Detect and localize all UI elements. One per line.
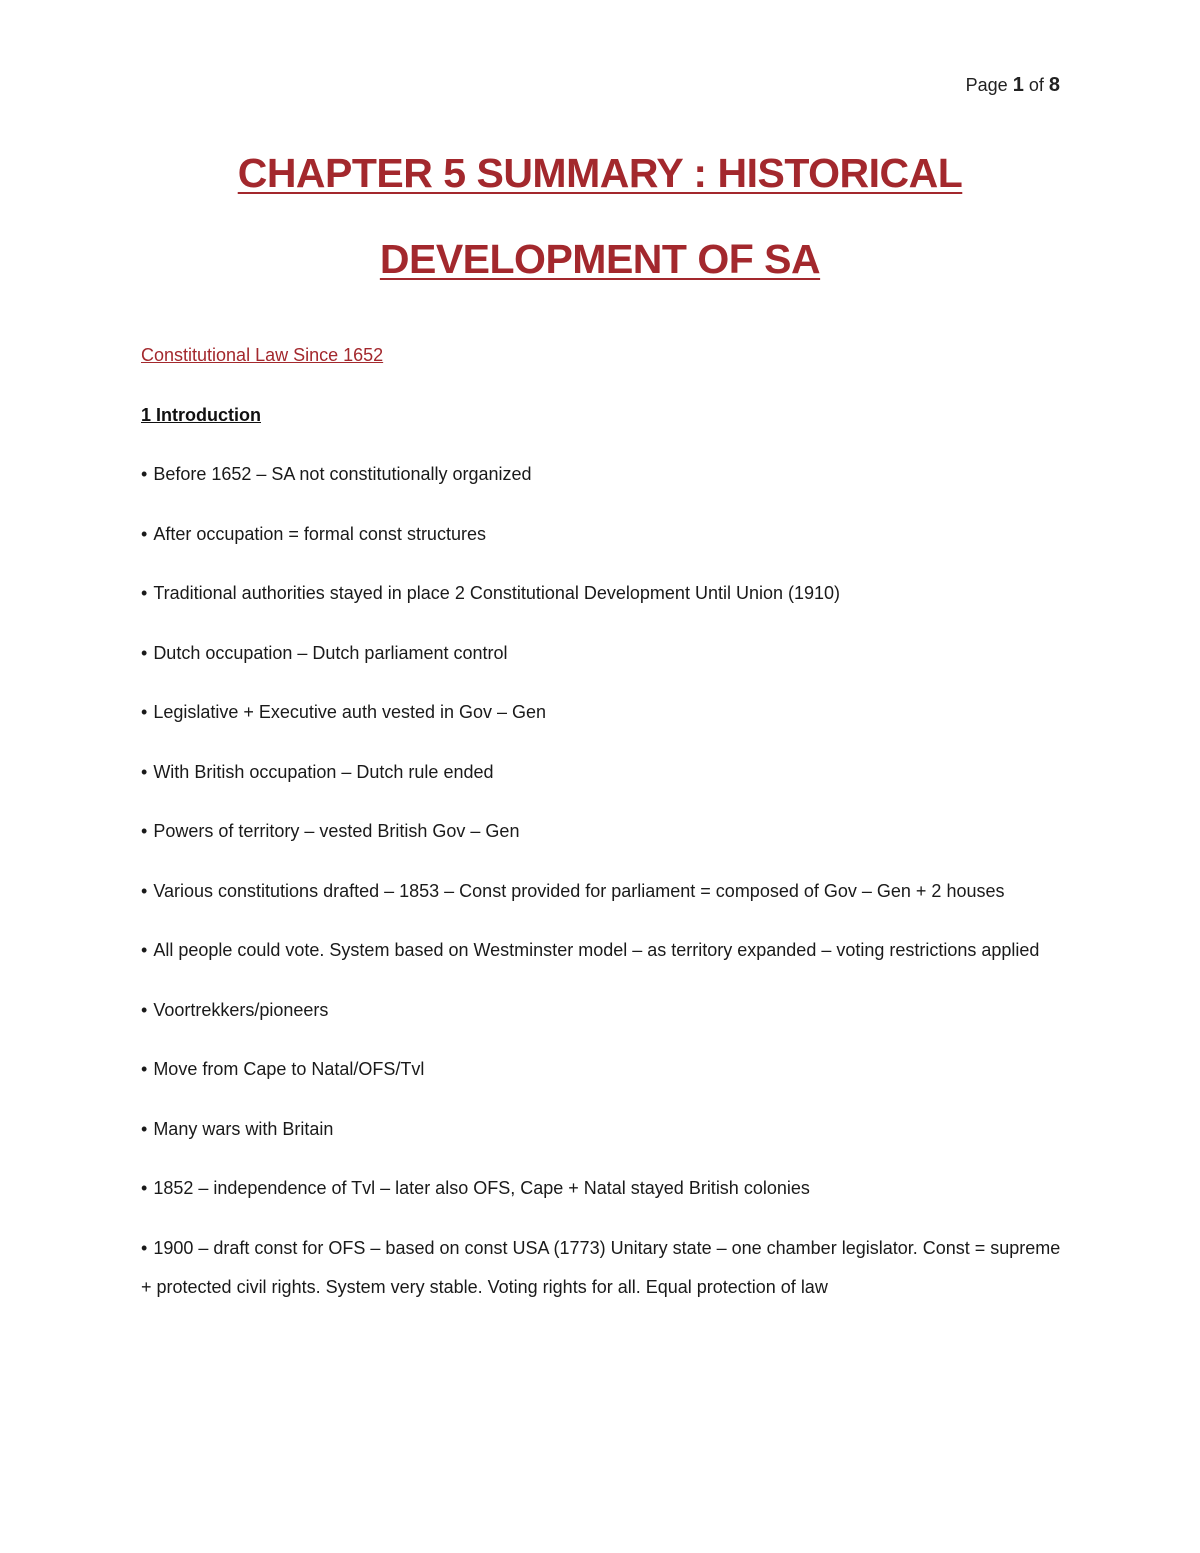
bullet-item <box>141 753 1061 793</box>
bullet-icon: • <box>141 1059 148 1079</box>
bullet-icon: • <box>141 821 148 841</box>
bullet-text: Before 1652 – SA not constitutionally organized <box>153 464 532 484</box>
bullet-text: Various constitutions drafted – 1853 – Const provided for parliament = composed of Gov – Gen + 2 houses <box>153 880 1005 901</box>
bullet-item <box>141 574 1061 614</box>
bullet-item <box>141 634 1061 674</box>
page-number <box>966 74 1060 97</box>
bullet-item <box>141 1110 1061 1150</box>
bullet-icon: • <box>141 1178 148 1198</box>
bullet-item <box>141 872 1061 912</box>
bullet-item <box>141 931 1061 971</box>
bullet-icon: • <box>141 642 148 663</box>
bullet-item <box>141 1229 1061 1308</box>
bullet-icon: • <box>141 1118 148 1139</box>
bullet-text: With British occupation – Dutch rule ended <box>153 761 494 782</box>
bullet-item <box>141 455 1061 495</box>
bullet-text: Powers of territory – vested British Gov – Gen <box>153 821 520 841</box>
bullet-icon: • <box>141 702 148 722</box>
bullet-item <box>141 812 1061 852</box>
bullet-text: Voortrekkers/pioneers <box>153 999 329 1020</box>
bullet-text: Traditional authorities stayed in place 2 Constitutional Development Until Union (1910) <box>153 583 841 603</box>
bullet-item <box>141 1169 1061 1209</box>
section-heading: Constitutional Law Since 1652 <box>141 345 384 365</box>
bullet-text: 1900 – draft const for OFS – based on const USA (1773) Unitary state – one chamber legislator. Const = supreme + protected civil rights. System very stable. Voting rights for all. Equal protection of law <box>141 1237 1061 1297</box>
page-of: of <box>1028 75 1044 95</box>
bullet-item <box>141 1050 1061 1090</box>
bullet-item <box>141 515 1061 555</box>
bullet-icon: • <box>141 464 148 484</box>
bullet-text: Dutch occupation – Dutch parliament control <box>153 642 508 663</box>
bullet-text: After occupation = formal const structures <box>153 523 486 544</box>
bullet-icon: • <box>141 523 148 544</box>
document-body <box>141 336 1061 1328</box>
page-total: 8 <box>1048 74 1060 96</box>
page-prefix: Page <box>965 75 1008 95</box>
bullet-item <box>141 991 1061 1031</box>
subsection-heading: 1 Introduction <box>141 404 261 425</box>
bullet-icon: • <box>141 940 148 960</box>
bullet-item <box>141 693 1061 733</box>
bullet-icon: • <box>141 583 148 603</box>
bullet-text: All people could vote. System based on Westminster model – as territory expanded – voting restrictions applied <box>153 940 1040 960</box>
bullet-text: Many wars with Britain <box>153 1118 334 1139</box>
bullet-icon: • <box>141 880 148 901</box>
bullet-icon: • <box>141 999 148 1020</box>
bullet-icon: • <box>141 761 148 782</box>
document-title-line-2: DEVELOPMENT OF SA <box>379 236 821 282</box>
bullet-text: Move from Cape to Natal/OFS/Tvl <box>153 1059 425 1079</box>
bullet-icon: • <box>141 1237 148 1258</box>
bullet-text: 1852 – independence of Tvl – later also OFS, Cape + Natal stayed British colonies <box>153 1178 810 1198</box>
page-current: 1 <box>1012 74 1024 96</box>
bullet-text: Legislative + Executive auth vested in Gov – Gen <box>153 702 547 722</box>
document-title-line-1: CHAPTER 5 SUMMARY : HISTORICAL <box>237 150 963 196</box>
